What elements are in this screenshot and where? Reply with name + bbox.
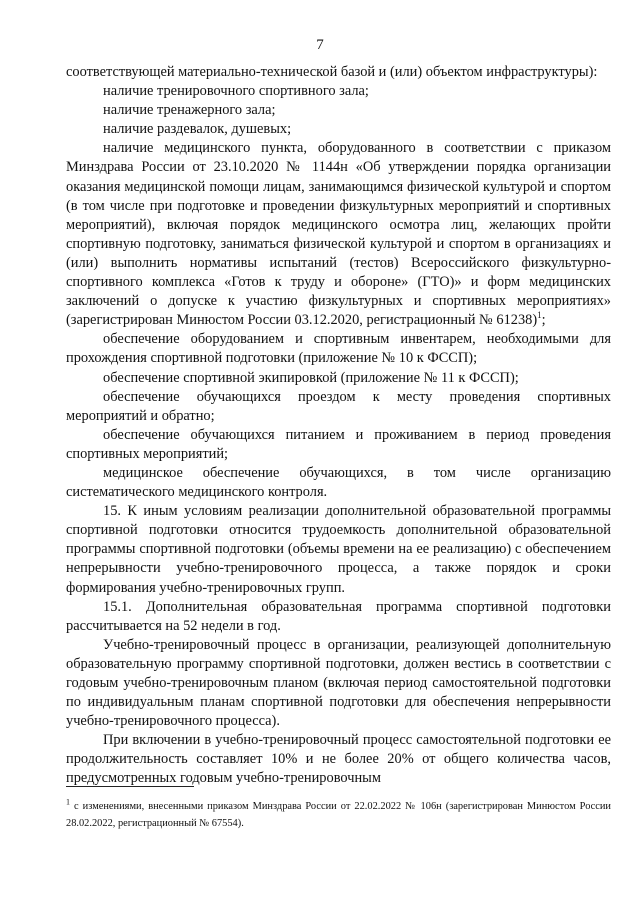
paragraph: обеспечение обучающихся питанием и проживанием в период проведения спортивных мероприятий; [66, 426, 611, 462]
paragraph-text: наличие медицинского пункта, оборудованного в соответствии с приказом Минздрава России от 23.10.2020 № 1144н «Об утверждении порядка организации оказания медицинской помощи лицам, занимающимся физической культурой и спортом (в том числе при подготовке и проведении физкультурных мероприятий и спортивных мероприятий), включая порядок медицинского осмотра лиц, желающих пройти спортивную подготовку, заниматься физической культурой и спортом в организациях и (или) выполнить нормативы испытаний (тестов) Всероссийского физкультурно-спортивного комплекса «Готов к труду и обороне» (ГТО)» и форм медицинских заключений о допуске к участию физкультурных и спортивных мероприятиях» (зарегистрирован Минюстом России 03.12.2020, регистрационный № 61238) [66, 140, 611, 329]
page-number: 7 [316, 37, 324, 53]
paragraph: Учебно-тренировочный процесс в организации, реализующей дополнительную образовательную программу спортивной подготовки, должен вестись в соответствии с годовым учебно-тренировочным планом (включая период самостоятельной подготовки по индивидуальным планам спортивной подготовки для обеспечения непрерывности учебно-тренировочного процесса). [66, 636, 611, 730]
paragraph: медицинское обеспечение обучающихся, в том числе организацию систематического медицинского контроля. [66, 464, 611, 501]
body-text [66, 63, 611, 789]
paragraph: обеспечение обучающихся проездом к месту проведения спортивных мероприятий и обратно; [66, 388, 611, 424]
footnote-reference[interactable]: 1 [537, 310, 542, 321]
paragraph: наличие раздевалок, душевых; [103, 121, 292, 138]
paragraph: наличие тренировочного спортивного зала; [103, 83, 369, 100]
footnote [66, 798, 611, 832]
paragraph: При включении в учебно-тренировочный процесс самостоятельной подготовки ее продолжительность составляет 10% и не более 20% от общего количества часов, предусмотренных годовым учебно-тренировочным [66, 732, 611, 787]
paragraph: наличие тренажерного зала; [103, 102, 276, 119]
paragraph: соответствующей материально-технической базой и (или) объектом инфраструктуры): [66, 64, 598, 80]
paragraph-with-footnote: наличие медицинского пункта, оборудованного в соответствии с приказом Минздрава России от 23.10.2020 № 1144н «Об утверждении порядка организации оказания медицинской помощи лицам, занимающимся физической культурой и спортом (в том числе при подготовке и проведении физкультурных мероприятий и спортивных мероприятий), включая порядок медицинского осмотра лиц, желающих пройти спортивную подготовку, заниматься физической культурой и спортом в организациях и (или) выполнить нормативы испытаний (тестов) Всероссийского физкультурно-спортивного комплекса «Готов к труду и обороне» (ГТО)» и форм медицинских заключений о допуске к участию физкультурных и спортивных мероприятиях» (зарегистрирован Минюстом России 03.12.2020, регистрационный № 61238)$^1$; [66, 140, 611, 329]
footnote-text: с изменениями, внесенными приказом Минздрава России от 22.02.2022 № 106н (зарегистрирован Минюстом России 28.02.2022, регистрационный № 67554). [66, 801, 611, 829]
paragraph: 15.1. Дополнительная образовательная программа спортивной подготовки рассчитывается на 52 недели в год. [66, 598, 611, 634]
footnote-divider [66, 786, 194, 787]
paragraph: обеспечение оборудованием и спортивным инвентарем, необходимыми для прохождения спортивной подготовки (приложение № 10 к ФССП); [66, 331, 611, 367]
footnote-marker: 1 [66, 797, 70, 807]
paragraph: обеспечение спортивной экипировкой (приложение № 11 к ФССП); [103, 369, 519, 386]
paragraph: 15. К иным условиям реализации дополнительной образовательной программы спортивной подготовки относится трудоемкость дополнительной образовательной программы спортивной подготовки (объемы времени на ее реализацию) с обеспечением непрерывности учебно-тренировочного процесса, а также порядок и сроки формирования учебно-тренировочных групп. [66, 503, 611, 596]
